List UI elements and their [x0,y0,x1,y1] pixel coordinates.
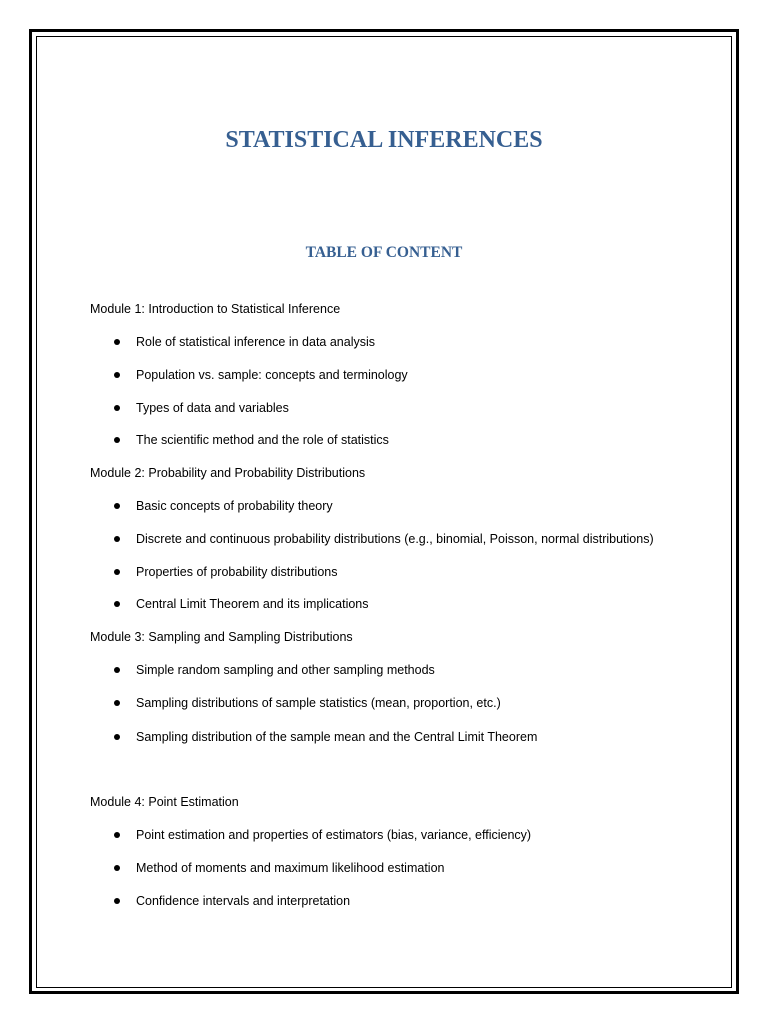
module-1-item-1: Role of statistical inference in data analysis [136,335,376,349]
module-2-item-2: Discrete and continuous probability distributions (e.g., binomial, Poisson, normal distributions) [136,532,654,546]
bullet-icon [114,536,120,542]
module-2-title: Module 2: Probability and Probability Distributions [90,466,366,480]
bullet-icon [114,832,120,838]
bullet-icon [114,898,120,904]
bullet-icon [114,405,120,411]
bullet-icon [114,339,120,345]
module-1-item-2: Population vs. sample: concepts and terminology [136,368,408,382]
bullet-icon [114,667,120,673]
bullet-icon [114,372,120,378]
module-3-item-3: Sampling distribution of the sample mean and the Central Limit Theorem [136,730,538,744]
bullet-icon [114,601,120,607]
bullet-icon [114,569,120,575]
module-3-item-1: Simple random sampling and other sampling methods [136,663,435,677]
bullet-icon [114,700,120,706]
module-4-item-3: Confidence intervals and interpretation [136,894,351,908]
module-1-item-3: Types of data and variables [136,401,289,415]
bullet-icon [114,865,120,871]
module-4-title: Module 4: Point Estimation [90,795,239,809]
module-4-item-1: Point estimation and properties of estimators (bias, variance, efficiency) [136,828,532,842]
bullet-icon [114,734,120,740]
table-of-content-heading: TABLE OF CONTENT [305,244,463,261]
bullet-icon [114,437,120,443]
module-3-item-2: Sampling distributions of sample statistics (mean, proportion, etc.) [136,696,501,710]
module-2-item-3: Properties of probability distributions [136,565,338,579]
module-1-item-4: The scientific method and the role of statistics [136,433,389,447]
module-3-title: Module 3: Sampling and Sampling Distributions [90,630,353,644]
module-1-title: Module 1: Introduction to Statistical Inference [90,302,341,316]
bullet-icon [114,503,120,509]
module-2-item-1: Basic concepts of probability theory [136,499,333,513]
document-title: STATISTICAL INFERENCES [225,127,543,153]
module-2-item-4: Central Limit Theorem and its implications [136,597,369,611]
module-4-item-2: Method of moments and maximum likelihood estimation [136,861,445,875]
